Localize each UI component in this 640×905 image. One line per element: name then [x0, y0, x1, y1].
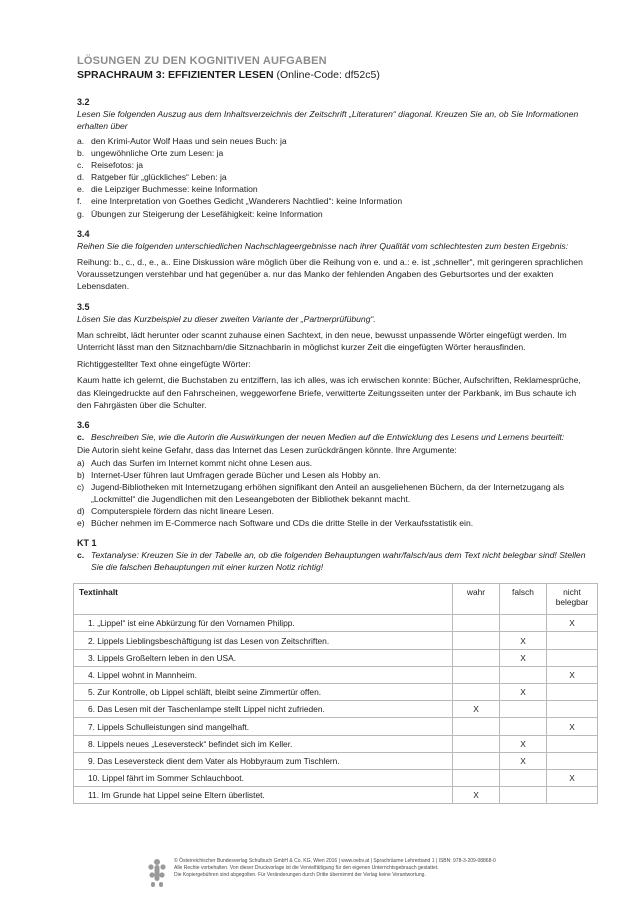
section-number: 3.4 [77, 228, 90, 239]
item-text: Ratgeber für „glückliches“ Leben: ja [91, 172, 227, 183]
wahr-cell: X [453, 787, 500, 804]
section-answer: Reihung: b., c., d., e., a.. Eine Diskussion wäre möglich über die Reihung von e. und a.: e. ist „schneller“, mit geringeren sprachlichen Voraussetzungen verstehbar und hat gegenüber a. nur das Manko der fehlenden Angaben des Geburtsortes und der exakten Lebensdaten. [77, 256, 583, 292]
nicht-belegbar-cell [547, 735, 598, 752]
subtitle-text: SPRACHRAUM 3: EFFIZIENTER LESEN [77, 69, 274, 81]
table-row [74, 684, 598, 701]
wahr-cell: X [453, 701, 500, 718]
item-label: g. [77, 208, 85, 219]
column-header-nicht-belegbar: nicht belegbar [547, 584, 598, 615]
item-text: Internet-User führen laut Umfragen gerade Bücher und Lesen als Hobby an. [91, 469, 381, 480]
nicht-belegbar-cell: X [547, 666, 598, 683]
falsch-cell: X [500, 684, 547, 701]
section-3-2 [77, 96, 592, 220]
disclaimer-line: Die Kopiergebühren sind abgegolten. Für Veränderungen durch Dritte übernimmt der Verlag keine Verantwortung. [174, 872, 426, 879]
item-text: Bücher nehmen im E-Commerce nach Software und CDs die dritte Stelle in der Verkaufsstatistik ein. [91, 518, 474, 529]
falsch-cell: X [500, 632, 547, 649]
section-number: 3.2 [77, 97, 90, 107]
section-number: 3.6 [77, 420, 90, 431]
wahr-cell [453, 632, 500, 649]
page-footer [148, 858, 528, 888]
wahr-cell [453, 769, 500, 786]
wahr-cell [453, 718, 500, 735]
section-number: KT 1 [77, 538, 97, 549]
statement-cell: 1. „Lippel“ ist eine Abkürzung für den Vornamen Philipp. [74, 615, 453, 632]
section-instruction [77, 549, 592, 573]
falsch-cell [500, 769, 547, 786]
table-row [74, 666, 598, 683]
statement-cell: 5. Zur Kontrolle, ob Lippel schläft, bleibt seine Zimmertür offen. [74, 684, 453, 701]
item-text: Jugend-Bibliotheken mit Internetzugang erhöhen signifikant den Anteil an ausgeliehenen Büchern, da der Internetzugang als „Lockmittel“ die Jugendlichen mit den Leseangeboten der Bibliothek bekannt macht. [91, 481, 564, 504]
item-label: a) [77, 457, 85, 468]
falsch-cell [500, 701, 547, 718]
table-row [74, 752, 598, 769]
falsch-cell [500, 718, 547, 735]
paragraph: Kaum hatte ich gelernt, die Buchstaben zu entziffern, las ich alles, was ich erwischen konnte: Bücher, Aufschriften, Reklamesprüche, das Kleingedruckte auf den Fahrscheinen, weggeworfene Briefe, verwitterte Zeitungsseiten unter der Parkbank, im Bus schaute ich den Fahrgästen über die Schulter. [77, 375, 581, 410]
answer-list [77, 135, 592, 220]
table-row [74, 632, 598, 649]
section-instruction: Reihen Sie die folgenden unterschiedlichen Nachschlageergebnisse nach ihrer Qualität vom schlechtesten zum besten Ergebnis: [77, 240, 569, 251]
section-instruction: Lesen Sie folgenden Auszug aus dem Inhaltsverzeichnis der Zeitschrift „Literaturen“ diagonal. Kreuzen Sie an, ob Sie Informationen erhalten über [77, 109, 579, 131]
nicht-belegbar-cell [547, 649, 598, 666]
task-label: c. [77, 550, 85, 561]
item-label: c. [77, 160, 84, 171]
item-label: b) [77, 469, 85, 480]
statement-cell: 8. Lippels neues „Leseversteck“ befindet sich im Keller. [74, 735, 453, 752]
table-row [74, 769, 598, 786]
nicht-belegbar-cell: X [547, 718, 598, 735]
section-kt1 [77, 537, 592, 804]
instruction-text: Beschreiben Sie, wie die Autorin die Auswirkungen der neuen Medien auf die Entwicklung des Lesens und Lernens beurteilt: [91, 432, 565, 443]
item-label: d. [77, 172, 85, 183]
item-text: Computerspiele fördern das nicht lineare Lesen. [91, 506, 274, 517]
nicht-belegbar-cell [547, 787, 598, 804]
wahr-cell [453, 684, 500, 701]
section-instruction [77, 431, 592, 443]
falsch-cell [500, 666, 547, 683]
table-row [74, 701, 598, 718]
list-item [77, 457, 592, 469]
statement-cell: 4. Lippel wohnt in Mannheim. [74, 666, 453, 683]
item-text: Übungen zur Steigerung der Lesefähigkeit: keine Information [91, 208, 323, 219]
table-header-row [74, 584, 598, 615]
wahr-cell [453, 649, 500, 666]
paragraph: Die Autorin sieht keine Gefahr, dass das Internet das Lesen zurückdrängen könnte. Ihre Argumente: [77, 445, 457, 456]
list-item [77, 469, 592, 481]
column-header-falsch: falsch [500, 584, 547, 615]
item-label: b. [77, 148, 85, 159]
statement-cell: 2. Lippels Lieblingsbeschäftigung ist das Lesen von Zeitschriften. [74, 632, 453, 649]
wahr-cell [453, 735, 500, 752]
list-item [77, 517, 592, 529]
item-text: den Krimi-Autor Wolf Haas und sein neues Buch: ja [91, 136, 287, 146]
list-item [77, 159, 592, 171]
paragraph: Richtiggestellter Text ohne eingefügte Wörter: [77, 358, 251, 369]
section-3-4 [77, 228, 592, 293]
rights-line: Alle Rechte vorbehalten. Von dieser Druckvorlage ist die Vervielfältigung für den eigenen Unterrichtsgebrauch gestattet. [174, 865, 439, 872]
item-text: ungewöhnliche Orte zum Lesen: ja [91, 148, 224, 159]
wahr-cell [453, 615, 500, 632]
item-text: eine Interpretation von Goethes Gedicht „Wanderers Nachtlied“: keine Information [91, 196, 403, 207]
item-label: c) [77, 481, 85, 492]
table-row [74, 615, 598, 632]
paragraph: Man schreibt, lädt herunter oder scannt zuhause einen Sachtext, in den neue, bewusst unpassende Wörter eingefügt werden. Im Unterricht lässt man den Sitznachbarn/die Sitznachbarin in möglichst kurzer Zeit die eingefügten Wörter herausfinden. [77, 329, 567, 353]
statement-cell: 9. Das Leseversteck dient dem Vater als Hobbyraum zum Tischlern. [74, 752, 453, 769]
statement-cell: 7. Lippels Schulleistungen sind mangelhaft. [74, 718, 453, 735]
nicht-belegbar-cell: X [547, 615, 598, 632]
statement-cell: 6. Das Lesen mit der Taschenlampe stellt Lippel nicht zufrieden. [74, 701, 453, 718]
copyright-line: © Österreichischer Bundesverlag Schulbuch GmbH & Co. KG, Wien 2016 | www.oebv.at | Sprachräume Lehrerband 1 | ISBN: 978-3-209-08868-0 [174, 858, 496, 864]
item-text: Reisefotos: ja [91, 160, 144, 171]
falsch-cell: X [500, 735, 547, 752]
nicht-belegbar-cell [547, 632, 598, 649]
wahr-cell [453, 666, 500, 683]
falsch-cell [500, 615, 547, 632]
column-header-textinhalt: Textinhalt [74, 584, 453, 615]
falsch-cell: X [500, 649, 547, 666]
item-label: f. [77, 196, 82, 207]
item-label: a. [77, 136, 85, 146]
column-header-wahr: wahr [453, 584, 500, 615]
worksheet-page [77, 54, 592, 804]
list-item [77, 171, 592, 183]
task-label: c. [77, 432, 85, 443]
statement-cell: 3. Lippels Großeltern leben in den USA. [74, 649, 453, 666]
table-row [74, 649, 598, 666]
section-3-5 [77, 301, 592, 411]
list-item [77, 195, 592, 207]
item-text: Auch das Surfen im Internet kommt nicht ohne Lesen aus. [91, 457, 313, 468]
falsch-cell [500, 787, 547, 804]
statement-cell: 11. Im Grunde hat Lippel seine Eltern überlistet. [74, 787, 453, 804]
item-label: d) [77, 506, 85, 517]
list-item [77, 183, 592, 195]
section-3-6 [77, 419, 592, 529]
list-item [77, 135, 592, 147]
item-label: e. [77, 184, 85, 195]
oebv-logo-icon [148, 858, 166, 888]
list-item [77, 481, 592, 505]
item-label: e) [77, 518, 85, 529]
nicht-belegbar-cell [547, 684, 598, 701]
section-number: 3.5 [77, 301, 90, 312]
nicht-belegbar-cell: X [547, 769, 598, 786]
falsch-cell: X [500, 752, 547, 769]
page-title: LÖSUNGEN ZU DEN KOGNITIVEN AUFGABEN [77, 55, 327, 67]
page-subtitle [77, 68, 592, 82]
wahr-cell [453, 752, 500, 769]
instruction-text: Textanalyse: Kreuzen Sie in der Tabelle an, ob die folgenden Behauptungen wahr/falsch/aus dem Text nicht belegbar sind! Stellen Sie die falschen Behauptungen mit einer kurzen Notiz richtig! [91, 550, 586, 573]
nicht-belegbar-cell [547, 701, 598, 718]
answer-table [73, 583, 598, 804]
online-code: (Online-Code: df52c5) [276, 69, 380, 81]
table-row [74, 718, 598, 735]
argument-list [77, 457, 592, 530]
list-item [77, 208, 592, 220]
section-instruction: Lösen Sie das Kurzbeispiel zu dieser zweiten Variante der „Partnerprüfübung“. [77, 313, 376, 324]
table-row [74, 787, 598, 804]
list-item [77, 147, 592, 159]
statement-cell: 10. Lippel fährt im Sommer Schlauchboot. [74, 769, 453, 786]
nicht-belegbar-cell [547, 752, 598, 769]
item-text: die Leipziger Buchmesse: keine Information [91, 184, 258, 195]
table-row [74, 735, 598, 752]
footer-text [174, 858, 496, 888]
list-item [77, 505, 592, 517]
